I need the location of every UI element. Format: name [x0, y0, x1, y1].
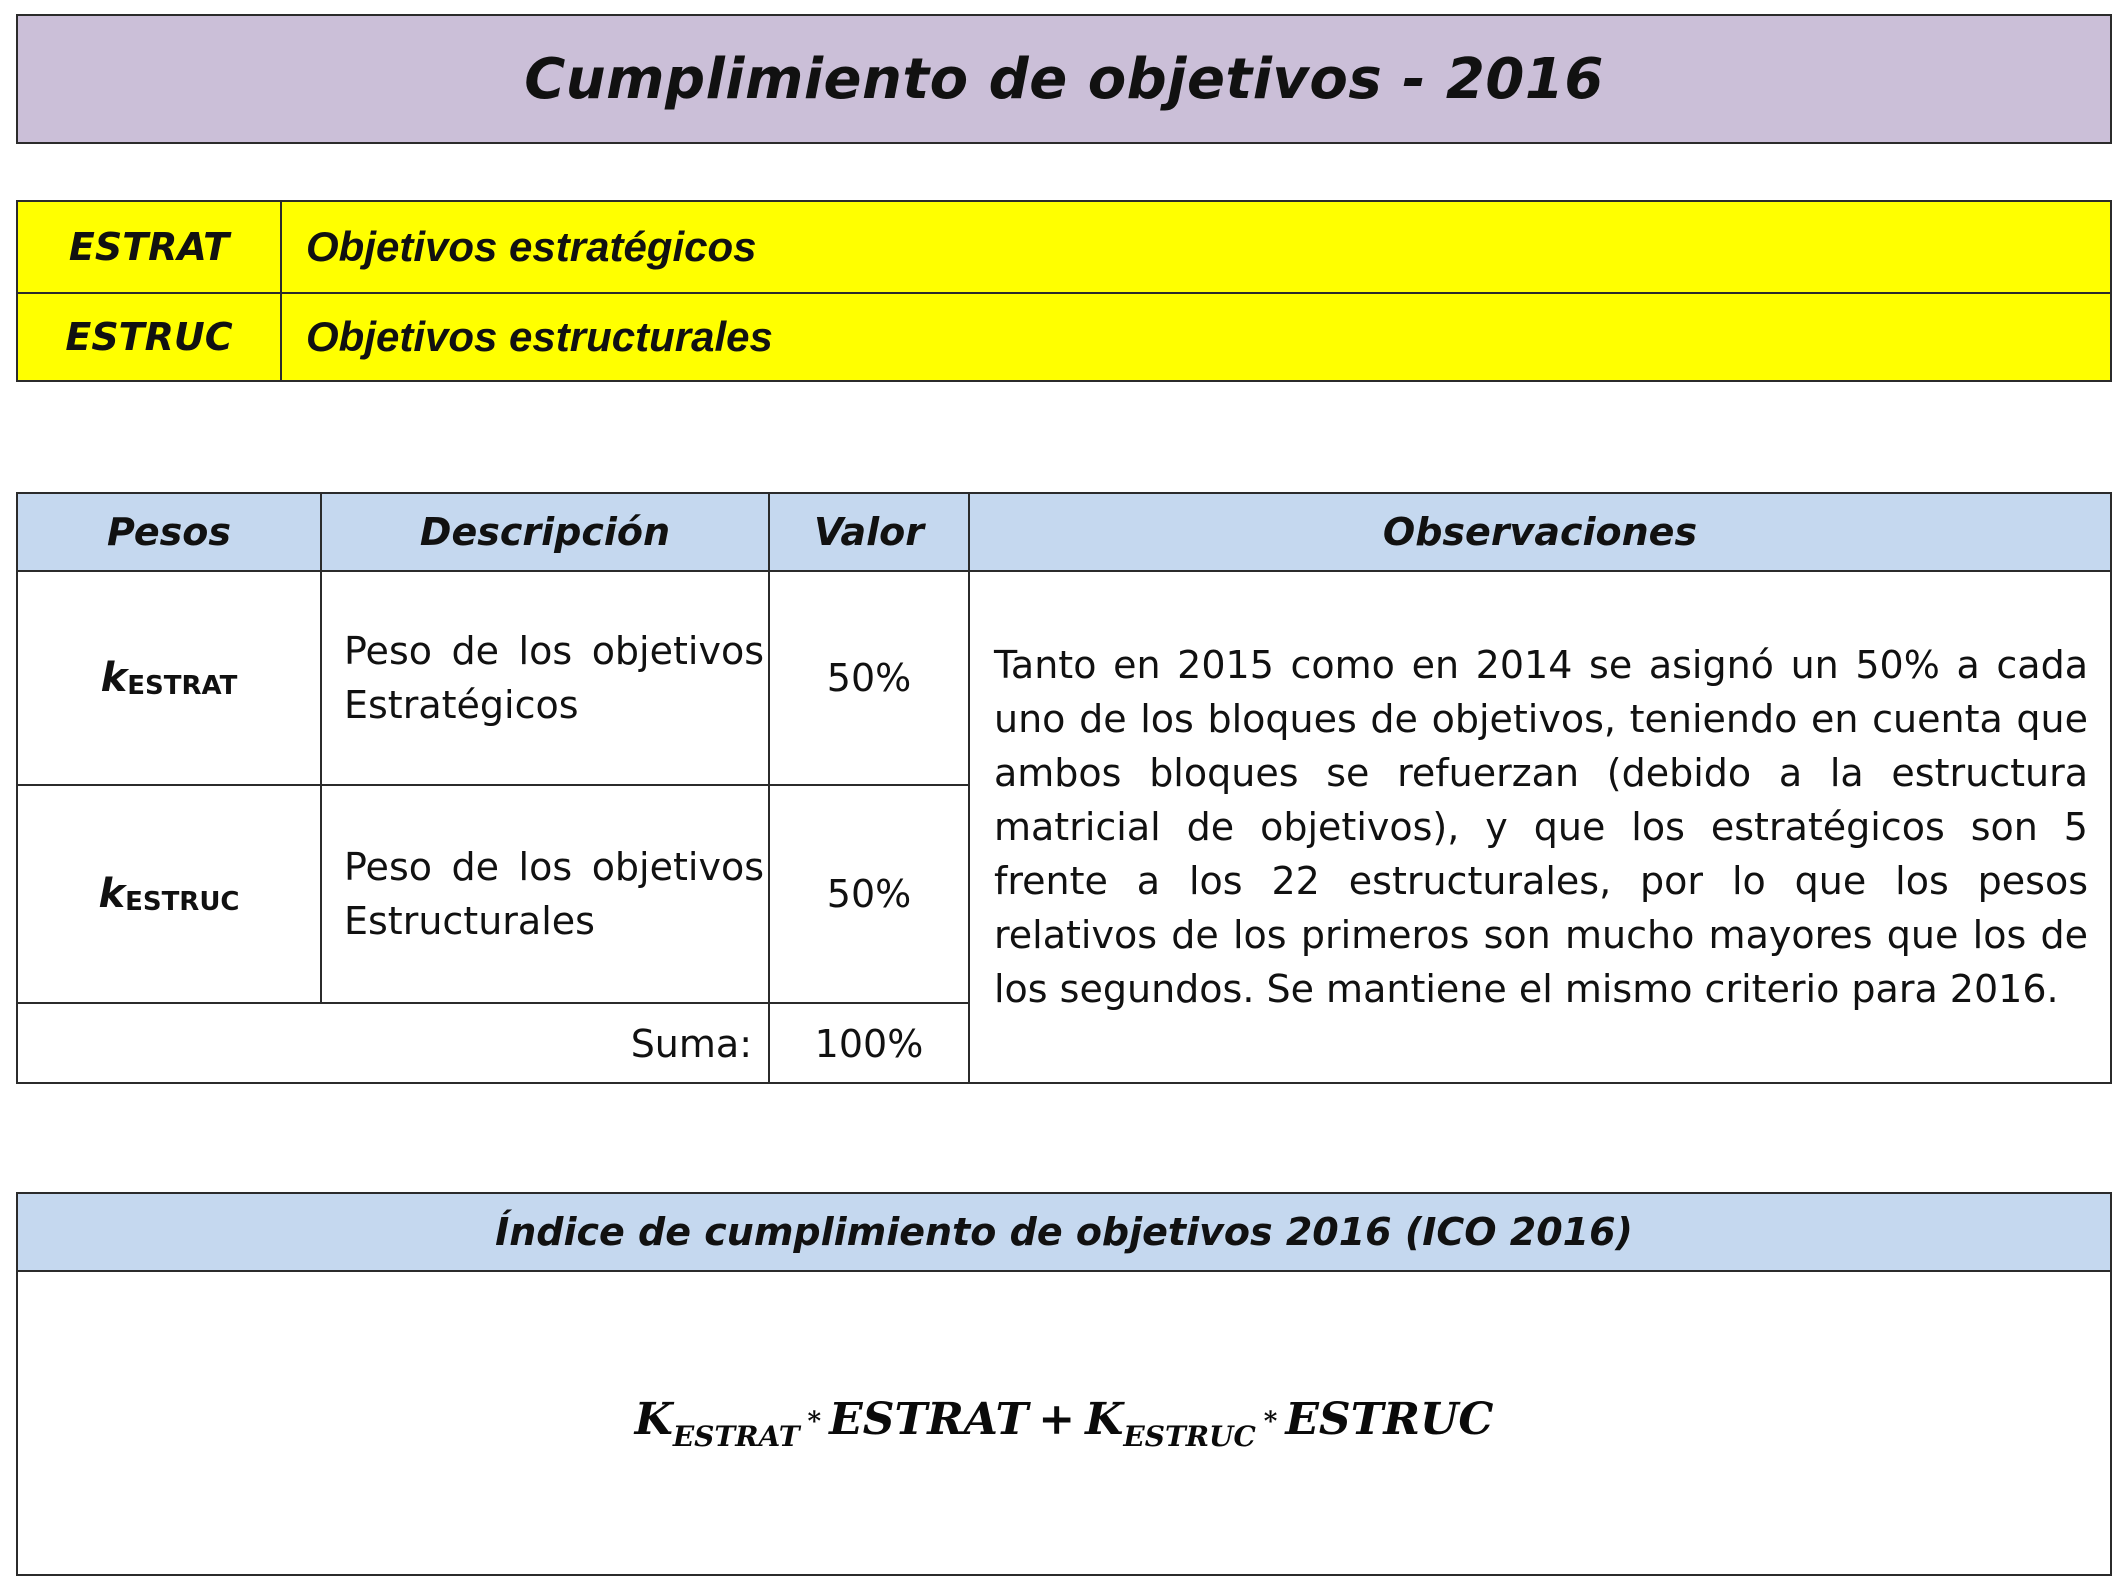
grid-line	[320, 494, 322, 1002]
formula-k2: K	[1085, 1394, 1124, 1445]
legend-table	[16, 200, 2112, 382]
formula-k2-subscript: ESTRUC	[1123, 1420, 1256, 1453]
sum-label: Suma:	[630, 1022, 752, 1066]
weight-description: Peso de los objetivos Estratégicos	[344, 629, 764, 727]
weight-value: 50%	[826, 872, 912, 916]
ico-formula	[18, 1394, 2110, 1453]
weight-description: Peso de los objetivos Estructurales	[344, 845, 764, 943]
legend-row	[18, 202, 2110, 294]
sum-value: 100%	[814, 1022, 924, 1066]
legend-description: Objetivos estructurales	[306, 313, 773, 360]
weight-value: 50%	[826, 656, 912, 700]
header-valor: Valor	[814, 510, 924, 554]
weight-subscript: ESTRUC	[125, 887, 240, 917]
observations-text: Tanto en 2015 como en 2014 se asignó un 50% a cada uno de los bloques de objetivos, teniendo en cuenta que ambos bloques se refuerzan (debido a la estructura matricial de objetivos), y que los estratégicos son 5 frente a los 22 estructurales, por lo que los pesos relativos de los primeros son mucho mayores que los de los segundos. Se mantiene el mismo criterio para 2016.	[994, 643, 2088, 1011]
ico-box	[16, 1192, 2112, 1576]
formula-term2: ESTRUC	[1285, 1394, 1494, 1445]
legend-code: ESTRAT	[18, 202, 282, 292]
legend-row	[18, 292, 2110, 382]
weights-table-header	[18, 494, 2110, 572]
legend-description: Objetivos estratégicos	[306, 223, 757, 270]
header-pesos: Pesos	[107, 510, 231, 554]
header-descripcion: Descripción	[419, 510, 671, 554]
formula-k1-subscript: ESTRAT	[672, 1420, 800, 1453]
formula-plus: +	[1038, 1394, 1076, 1445]
weight-symbol-estrat	[18, 572, 320, 784]
weight-symbol-estruc	[18, 786, 320, 1002]
formula-multiply: *	[1263, 1407, 1278, 1437]
formula-term1: ESTRAT	[829, 1394, 1029, 1445]
weight-symbol: k	[100, 655, 128, 701]
header-observaciones: Observaciones	[1382, 510, 1698, 554]
weight-symbol: k	[98, 871, 126, 917]
legend-code: ESTRUC	[18, 292, 282, 382]
formula-k1: K	[634, 1394, 673, 1445]
page-title: Cumplimiento de objetivos - 2016	[524, 46, 1604, 112]
ico-header: Índice de cumplimiento de objetivos 2016 (ICO 2016)	[18, 1194, 2110, 1272]
weights-table	[16, 492, 2112, 1084]
weight-subscript: ESTRAT	[127, 671, 238, 701]
title-banner	[16, 14, 2112, 144]
grid-line	[968, 494, 970, 1084]
formula-multiply: *	[807, 1407, 822, 1437]
